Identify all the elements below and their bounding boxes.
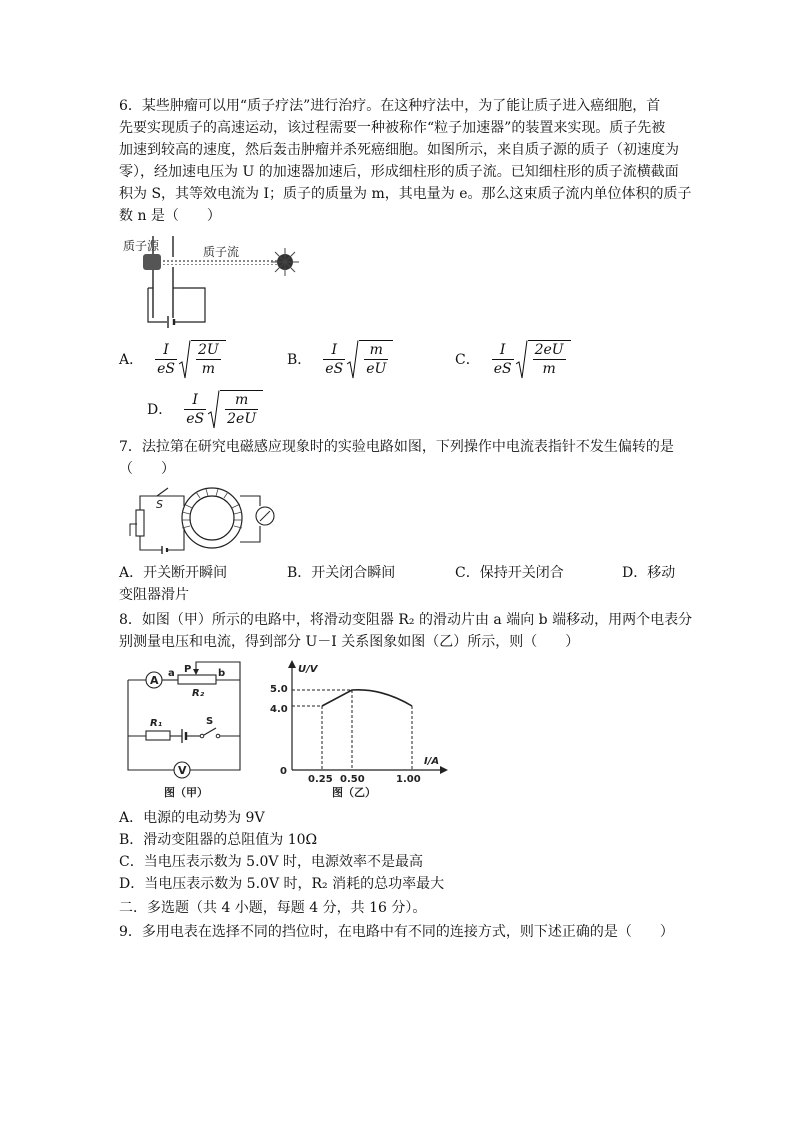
q7-option-c[interactable]: C．保持开关闭合 — [455, 565, 564, 581]
terminal-a-label: a — [168, 668, 175, 679]
r1-label: R₁ — [150, 718, 163, 729]
q6-line-1: 6．某些肿瘤可以用“质子疗法”进行治疗。在这种疗法中，为了能让质子进入癌细胞，首 — [119, 98, 661, 114]
switch-blade — [157, 488, 168, 496]
q6-option-d[interactable]: D． $\frac{I}{eS}$ $\frac{m}{2eU}$ — [147, 390, 263, 428]
proton-flow-label: 质子流 — [203, 245, 240, 259]
q8-line-2: 别测量电压和电流，得到部分 U－I 关系图象如图（乙）所示，则（ ） — [119, 634, 580, 650]
q8-line-1: 8．如图（甲）所示的电路中，将滑动变阻器 R₂ 的滑动片由 a 端向 b 端移动，用两个电表分 — [119, 612, 693, 628]
voltmeter-icon — [174, 762, 190, 778]
q6-line-2: 先要实现质子的高速运动，该过程需要一种被称作“粒子加速器”的装置来实现。质子先被 — [119, 120, 666, 136]
iron-ring-coil — [182, 488, 242, 548]
x-axis-label: I/A — [424, 756, 440, 767]
q7-option-d-continued: 变阻器滑片 — [119, 587, 189, 603]
r1-resistor — [146, 731, 170, 740]
q9-line-1: 9．多用电表在选择不同的挡位时，在电路中有不同的连接方式，则下述正确的是（ ） — [119, 924, 674, 940]
x-tick-label: 0.50 — [340, 774, 365, 785]
origin-label: 0 — [280, 766, 287, 777]
tumor-icon — [271, 248, 299, 276]
q8-option-d[interactable]: D．当电压表示数为 5.0V 时，R₂ 消耗的总功率最大 — [119, 876, 445, 892]
q7-option-a[interactable]: A．开关断开瞬间 — [119, 565, 228, 581]
slider-arrow — [193, 669, 199, 675]
q6-line-5: 积为 S，其等效电流为 I；质子的质量为 m，其电量为 e。那么这束质子流内单位体积的质子 — [119, 186, 692, 202]
q6-line-6: 数 n 是（ ） — [119, 208, 221, 224]
svg-text:A: A — [150, 674, 159, 687]
q8-option-b[interactable]: B．滑动变阻器的总阻值为 10Ω — [119, 832, 318, 848]
section-2-heading: 二．多选题（共 4 小题，每题 4 分，共 16 分）。 — [119, 900, 427, 916]
q6-line-3: 加速到较高的速度，然后轰击肿瘤并杀死癌细胞。如图所示，来自质子源的质子（初速度为 — [119, 142, 679, 158]
r2-resistor — [178, 675, 216, 684]
q6-option-a[interactable]: A． $\frac{I}{eS}$ $\frac{2U}{m}$ — [119, 340, 226, 378]
galvanometer-icon — [256, 507, 274, 525]
proton-source-label: 质子源 — [123, 239, 160, 253]
circuit-jia-figure — [122, 658, 252, 800]
q7-line-1: 7．法拉第在研究电磁感应现象时的实验电路如图，下列操作中电流表指针不发生偏转的是 — [119, 439, 674, 455]
x-tick-label: 0.25 — [308, 774, 333, 785]
proton-source — [143, 254, 161, 270]
svg-text:V: V — [178, 764, 187, 777]
r2-label: R₂ — [192, 688, 205, 699]
q8-option-c[interactable]: C．当电压表示数为 5.0V 时，电源效率不是最高 — [119, 854, 423, 870]
x-tick-label: 1.00 — [396, 774, 421, 785]
slider-p-label: P — [184, 664, 192, 675]
figure-yi-caption: 图（乙） — [332, 786, 376, 799]
q7-line-2: （ ） — [119, 461, 175, 477]
q8-option-a[interactable]: A．电源的电动势为 9V — [119, 810, 265, 826]
ammeter-icon — [146, 672, 162, 688]
q7-option-d[interactable]: D．移动 — [622, 565, 676, 581]
terminal-b-label: b — [218, 668, 226, 679]
ui-curve — [322, 690, 412, 706]
ui-graph-figure — [268, 658, 454, 800]
switch-s-label: S — [206, 716, 214, 727]
y-tick-label: 5.0 — [270, 684, 288, 695]
q6-option-c[interactable]: C． $\frac{I}{eS}$ $\frac{2eU}{m}$ — [455, 340, 571, 378]
figure-jia-caption: 图（甲） — [164, 786, 208, 799]
switch-s — [204, 728, 216, 735]
rheostat — [136, 510, 144, 536]
y-tick-label: 4.0 — [270, 704, 288, 715]
q7-option-b[interactable]: B．开关闭合瞬间 — [287, 565, 396, 581]
q6-line-4: 零），经加速电压为 U 的加速器加速后，形成细柱形的质子流。已知细柱形的质子流横截面 — [119, 164, 679, 180]
q6-option-b[interactable]: B． $\frac{I}{eS}$ $\frac{m}{eU}$ — [287, 340, 393, 378]
y-axis-label: U/V — [298, 664, 318, 675]
faraday-circuit-figure — [124, 484, 284, 560]
switch-label: S — [156, 498, 163, 511]
proton-accelerator-figure — [119, 232, 319, 328]
